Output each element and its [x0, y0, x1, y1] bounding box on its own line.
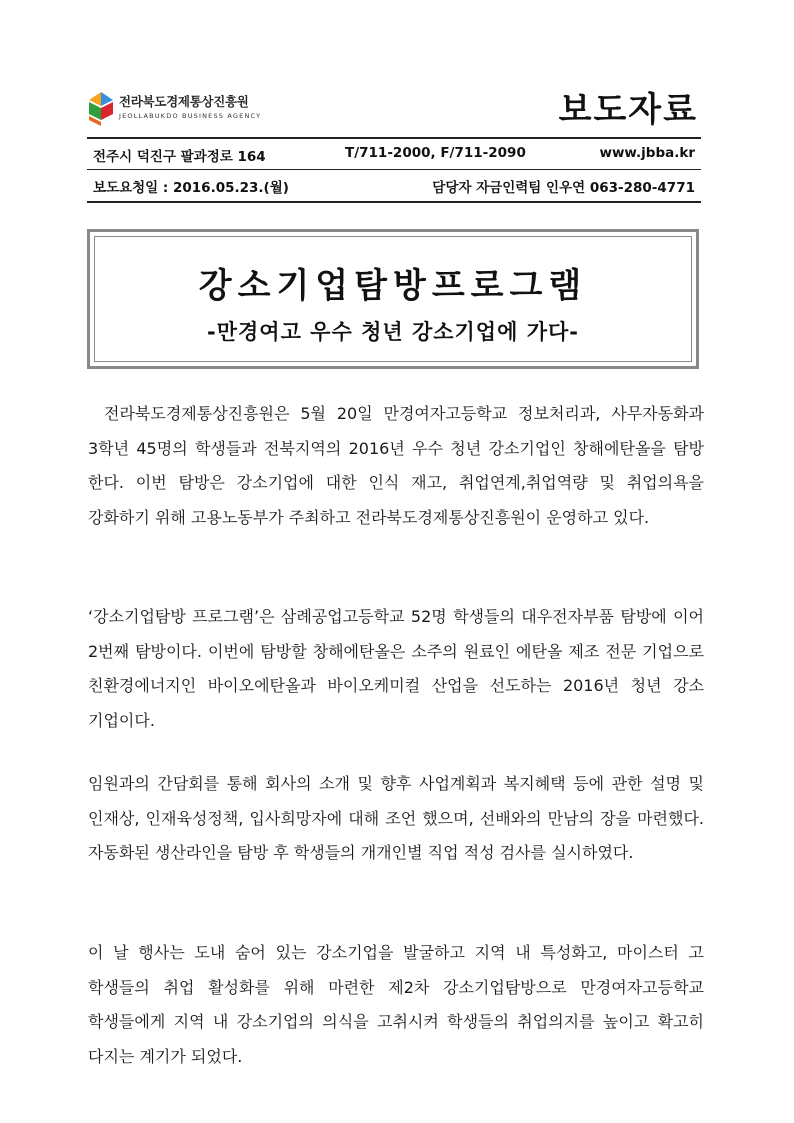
info-row-address [87, 139, 701, 170]
org-name-en: JEOLLABUKDO BUSINESS AGENCY [119, 112, 262, 120]
logo-mark-icon [87, 88, 115, 128]
body-paragraph-3: 임원과의 간담회를 통해 회사의 소개 및 향후 사업계획과 복지혜택 등에 관한 설명 및 인재상, 인재육성정책, 입사희망자에 대해 조언 했으며, 선배와의 만남의 장을 마련했다. 자동화된 생산라인을 탐방 후 학생들의 개개인별 직업 적성 검사를 실시하였다. [88, 774, 704, 862]
phone-fax: T/711-2000, F/711-2090 [345, 145, 526, 161]
address: 전주시 덕진구 팔과정로 164 [93, 149, 266, 165]
sub-title: -만경여고 우수 청년 강소기업에 가다- [207, 320, 579, 344]
website-link[interactable]: www.jbba.kr [599, 145, 695, 161]
body-paragraph-4: 이 날 행사는 도내 숨어 있는 강소기업을 발굴하고 지역 내 특성화고, 마이스터 고 학생들의 취업 활성화를 위해 마련한 제2차 강소기업탐방으로 만경여자고등학교 학생들에게 지역 내 강소기업의 의식을 고취시켜 학생들의 취업의지를 높이고 확고히 다지는 계기가 되었다. [88, 943, 704, 1066]
main-title: 강소기업탐방프로그램 [198, 266, 588, 306]
info-row-date [87, 170, 701, 200]
body-paragraph-2: ‘강소기업탐방 프로그램’은 삼례공업고등학교 52명 학생들의 대우전자부품 탐방에 이어 2번째 탐방이다. 이번에 탐방할 창해에탄올은 소주의 원료인 에탄올 제조 전문 기업으로 친환경에너지인 바이오에탄올과 바이오케미컬 산업을 선도하는 2016년 청년 강소 기업이다. [88, 607, 704, 730]
request-date: 보도요청일 : 2016.05.23.(월) [93, 180, 289, 196]
body-paragraph-1: 전라북도경제통상진흥원은 5월 20일 만경여자고등학교 정보처리과, 사무자동화과 3학년 45명의 학생들과 전북지역의 2016년 우수 청년 강소기업인 창해에탄올을 탐방 한다. 이번 탐방은 강소기업에 대한 인식 재고, 취업연계,취업역량 및 취업의욕을 강화하기 위해 고용노동부가 주최하고 전라북도경제통상진흥원이 운영하고 있다. [88, 404, 704, 527]
organization-logo [87, 86, 287, 136]
title-box [87, 229, 699, 369]
info-table [87, 137, 701, 203]
document-type-heading: 보도자료 [558, 90, 698, 130]
org-name: 전라북도경제통상진흥원 [119, 94, 249, 109]
contact-person: 담당자 자금인력팀 인우연 063-280-4771 [432, 180, 695, 196]
